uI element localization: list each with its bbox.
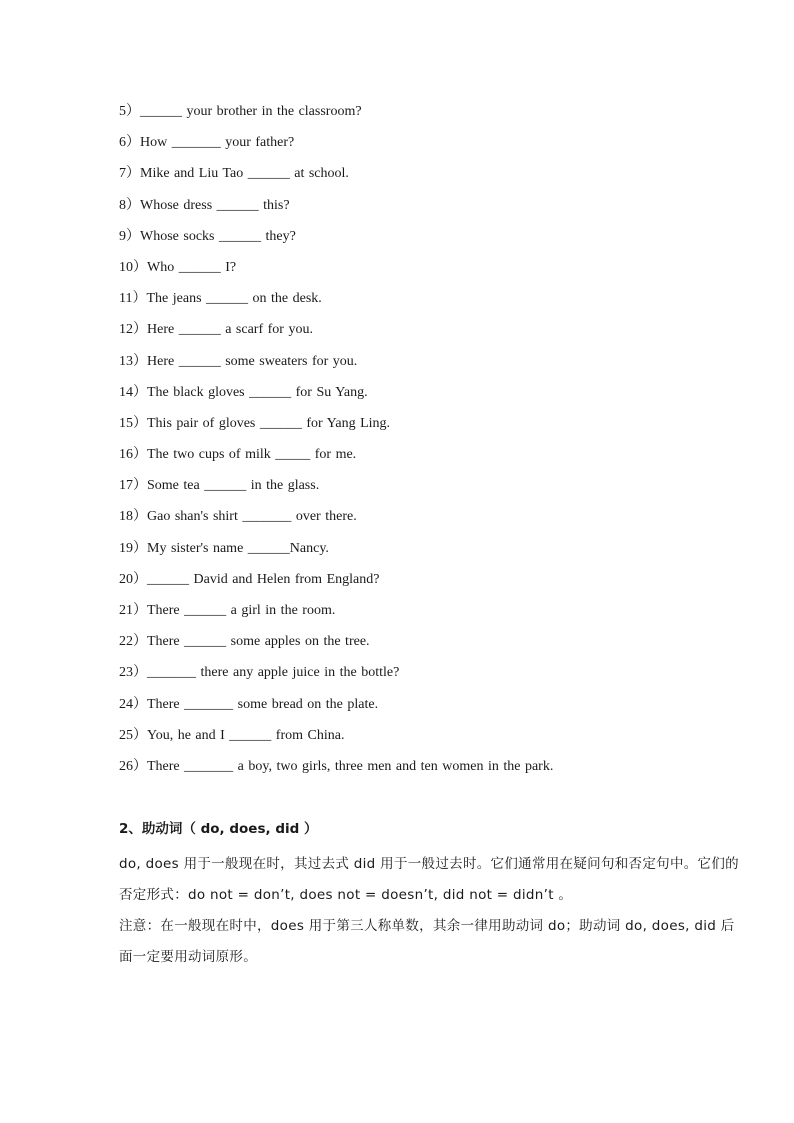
exercise-item: 15）This pair of gloves ______ for Yang Ling. xyxy=(119,415,391,431)
exercise-item: 12）Here ______ a scarf for you. xyxy=(119,322,313,338)
exercise-list xyxy=(119,101,739,787)
exercise-item: 14）The black gloves ______ for Su Yang. xyxy=(119,384,368,400)
exercise-item: 8）Whose dress ______ this? xyxy=(119,197,290,213)
exercise-item: 21）There ______ a girl in the room. xyxy=(119,603,336,618)
exercise-item: 25）You, he and I ______ from China. xyxy=(119,727,345,743)
auxiliary-verb-section xyxy=(119,818,739,973)
exercise-item: 24）There _______ some bread on the plate. xyxy=(119,696,379,712)
exercise-item: 18）Gao shan's shirt _______ over there. xyxy=(119,509,357,525)
exercise-item: 20）______ David and Helen from England? xyxy=(119,571,380,587)
section-heading: 2、助动词（ do, does, did ） xyxy=(119,821,318,837)
exercise-item: 17）Some tea ______ in the glass. xyxy=(119,478,320,494)
exercise-item: 7）Mike and Liu Tao ______ at school. xyxy=(119,166,349,182)
exercise-item: 26）There _______ a boy, two girls, three men and ten women in the park. xyxy=(119,758,554,774)
exercise-item: 23）_______ there any apple juice in the bottle? xyxy=(119,665,400,681)
exercise-item: 13）Here ______ some sweaters for you. xyxy=(119,353,358,369)
exercise-item: 22）There ______ some apples on the tree. xyxy=(119,634,370,650)
exercise-item: 16）The two cups of milk _____ for me. xyxy=(119,447,357,463)
exercise-item: 9）Whose socks ______ they? xyxy=(119,228,296,244)
note-paragraph: 注意：在一般现在时中，does 用于第三人称单数，其余一律用助动词 do；助动词 do, does, did 后面一定要用动词原形。 xyxy=(119,918,735,965)
exercise-item: 19）My sister's name ______Nancy. xyxy=(119,540,329,556)
exercise-item: 6）How _______ your father? xyxy=(119,135,295,151)
section-paragraph: do, does 用于一般现在时，其过去式 did 用于一般过去时。它们通常用在疑问句和否定句中。它们的否定形式：do not = don’t, does not = doesn’t, did not = didn’t 。 xyxy=(119,856,739,903)
exercise-item: 10）Who ______ I? xyxy=(119,259,237,275)
exercise-item: 11）The jeans ______ on the desk. xyxy=(119,291,322,307)
exercise-item: 5）______ your brother in the classroom? xyxy=(119,104,362,119)
